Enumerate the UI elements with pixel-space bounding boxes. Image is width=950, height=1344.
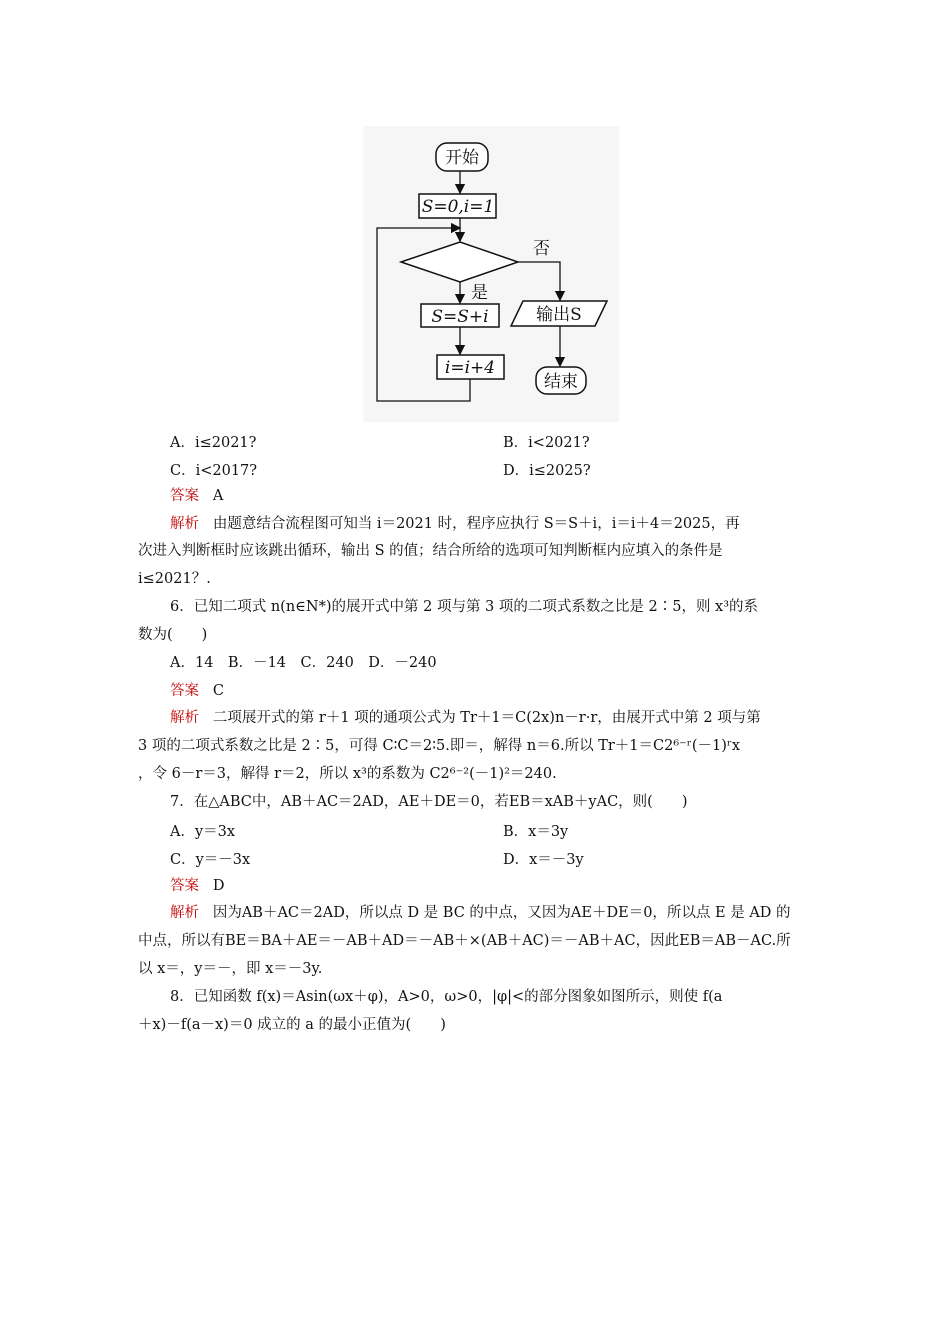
q5-analysis-line-3: i≤2021？. [138, 571, 211, 587]
flowchart [363, 126, 619, 422]
q7-option-d: D．x＝－3y [503, 852, 584, 868]
q5-option-a: A．i≤2021? [170, 435, 257, 451]
start-label: 开始 [445, 148, 479, 168]
q5-option-d: D．i≤2025? [503, 463, 591, 479]
q7-analysis-line-1: 解析 因为AB＋AC＝2AD，所以点 D 是 BC 的中点，又因为AE＋DE＝0，所以点 E 是 AD 的 [170, 905, 791, 921]
q6-analysis-line-2: 3 项的二项式系数之比是 2∶5，可得 C∶C＝2∶5.即＝，解得 n＝6.所以 Tr＋1＝C2⁶⁻ʳ(－1)ʳx [138, 738, 741, 754]
flowchart-svg [363, 126, 619, 422]
q8-stem-line-2: ＋x)－f(a－x)＝0 成立的 a 的最小正值为( ) [138, 1017, 446, 1033]
q6-stem-line-2: 数为( ) [138, 627, 208, 643]
q7-option-c: C．y＝－3x [170, 852, 251, 868]
q6-stem-line-1: 6．已知二项式 n(n∈N*)的展开式中第 2 项与第 3 项的二项式系数之比是 2∶5，则 x³的系 [170, 599, 759, 615]
q7-analysis-line-3: 以 x＝，y＝－，即 x＝－3y. [138, 961, 323, 977]
q8-stem-line-1: 8．已知函数 f(x)＝Asin(ωx＋φ)，A>0，ω>0，|φ|<的部分图象如图所示，则使 f(a [170, 989, 723, 1005]
q6-answer-line [170, 681, 818, 701]
yes-label: 是 [471, 283, 488, 303]
analysis-label: 解析 [170, 710, 199, 726]
q5-option-c: C．i<2017? [170, 463, 258, 479]
no-label: 否 [533, 239, 550, 259]
sum-label: S=S+i [431, 307, 489, 327]
decision-diamond [401, 242, 518, 282]
q7-option-b: B．x＝3y [503, 824, 569, 840]
q7-answer: D [212, 878, 225, 894]
answer-label: 答案 [170, 878, 199, 894]
q7-answer-line [170, 876, 818, 896]
q6-analysis-line-1: 解析 二项展开式的第 r＋1 项的通项公式为 Tr＋1＝C(2x)n－r·r，由展开式中第 2 项与第 [170, 710, 761, 726]
q6-answer: C [212, 683, 224, 699]
increment-label: i=i+4 [444, 358, 496, 378]
q5-analysis-line-1: 解析 由题意结合流程图可知当 i＝2021 时，程序应执行 S＝S＋i，i＝i＋4＝2025，再 [170, 516, 740, 532]
answer-label: 答案 [170, 488, 199, 504]
analysis-label: 解析 [170, 905, 199, 921]
output-label: 输出S [536, 305, 582, 325]
end-label: 结束 [544, 372, 578, 392]
q7-option-a: A．y＝3x [170, 824, 236, 840]
q7-stem: 7．在△ABC中，AB＋AC＝2AD，AE＋DE＝0，若EB＝xAB＋yAC，则( ) [170, 794, 688, 810]
q6-options: A．14 B．－14 C．240 D．－240 [170, 655, 437, 671]
q5-option-b: B．i<2021? [503, 435, 590, 451]
q6-analysis-line-3: ，令 6－r＝3，解得 r＝2，所以 x³的系数为 C2⁶⁻²(－1)²＝240. [138, 766, 557, 782]
q7-analysis-line-2: 中点，所以有BE＝BA＋AE＝－AB＋AD＝－AB＋×(AB＋AC)＝－AB＋AC，因此EB＝AB－AC.所 [138, 933, 791, 949]
answer-label: 答案 [170, 683, 199, 699]
q5-answer-line [170, 486, 818, 506]
q5-analysis-line-2: 次进入判断框时应该跳出循环，输出 S 的值；结合所给的选项可知判断框内应填入的条件是 [138, 543, 723, 559]
analysis-label: 解析 [170, 516, 199, 532]
q5-answer: A [212, 488, 224, 504]
init-label: S=0,i=1 [421, 197, 495, 217]
